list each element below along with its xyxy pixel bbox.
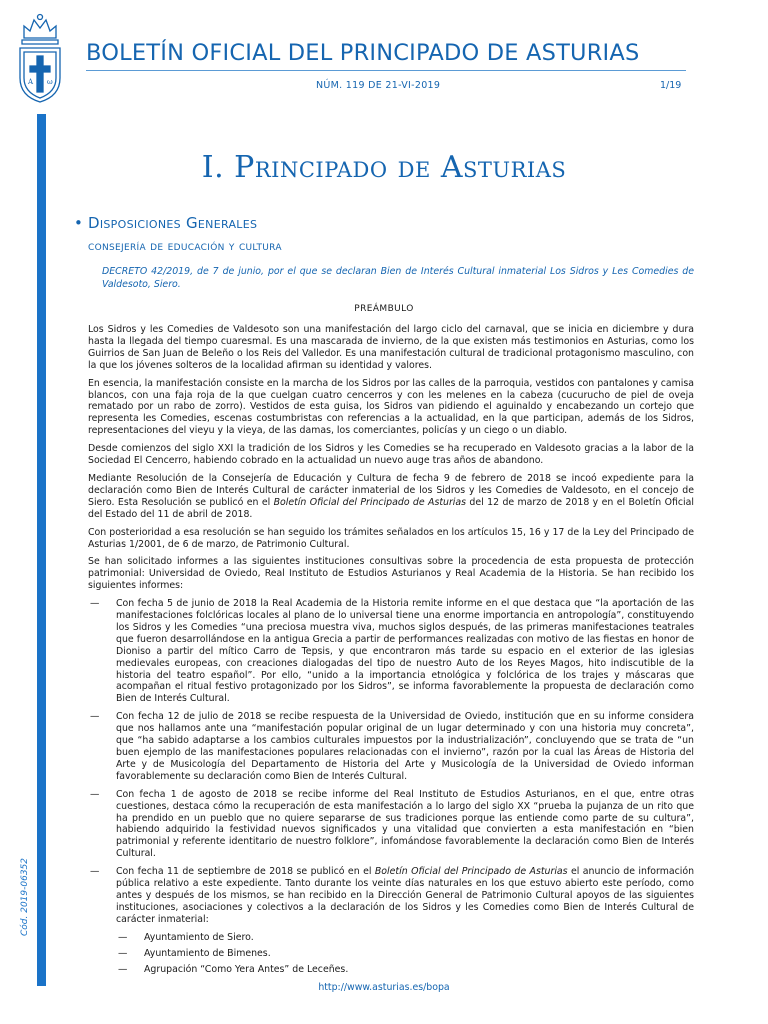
- document-code: Cód. 2019-06352: [20, 857, 30, 936]
- list-item: [88, 598, 694, 705]
- text-run: el anuncio de información pública relativo a este expediente. Tanto durante los veinte días naturales en los que estuvo abierto este período, como antes y después de los mismos, se han recibido en la Dirección General de Patrimonio Cultural apoyos de las siguientes instituciones, asociaciones y colectivos a la declaración de los Sidros y les Comedies como Bien de Interés Cultural de carácter inmaterial:: [116, 866, 695, 925]
- sub-list-item: [88, 932, 694, 944]
- dash-icon: —: [90, 788, 100, 800]
- paragraph: Desde comienzos del siglo XXI la tradición de los Sidros y les Comedies se ha recuperado en Valdesoto gracias a la labor de la Sociedad El Cencerro, habiendo cobrado en la actualidad un nuevo auge tras años de abandono.: [88, 443, 694, 467]
- italic-run: Boletín Oficial del Principado de Asturias: [273, 496, 467, 508]
- paragraph: Los Sidros y les Comedies de Valdesoto son una manifestación del largo ciclo del carnaval, que se inicia en diciembre y dura hasta la llegada del tiempo cuaresmal. Es una mascarada de invierno, de la que existen más testimonios en Asturias, como los Guirrios de San Juan de Beleño o los Reis del Valledor. Es una manifestación cultural de tradicional protagonismo masculino, con la que los jóvenes solteros de la localidad afirman su identidad y valores.: [88, 324, 694, 371]
- footer-link[interactable]: http://www.asturias.es/bopa: [318, 982, 450, 993]
- preamble-heading: PREÁMBULO: [354, 304, 414, 314]
- dash-icon: —: [118, 947, 128, 959]
- subsection-label: Disposiciones Generales: [88, 214, 258, 232]
- issue-number: NÚM. 119 DE 21-VI-2019: [316, 80, 441, 91]
- list-item: [88, 866, 694, 926]
- list-item-text: Con fecha 12 de julio de 2018 se recibe respuesta de la Universidad de Oviedo, institución que en su informe considera que nos hallamos ante una “manifestación popular original de un lugar determinado y con una historia muy concreta”, que “ha sabido adaptarse a los cambios culturales impuestos por la industrialización”, concluyendo que se trata de “un buen ejemplo de las manifestaciones populares relacionadas con el invierno”, razón por la cual las Áreas de Historia del Arte y de Musicología del Departamento de Historia del Arte y Musicología de la Universidad de Oviedo informan favorablemente su declaración como Bien de Interés Cultural.: [116, 711, 694, 782]
- document-body: [88, 324, 694, 979]
- side-bar: [37, 114, 46, 986]
- sub-list-item-text: Agrupación “Como Yera Antes” de Leceñes.: [144, 963, 349, 975]
- svg-text:A: A: [28, 78, 34, 86]
- text-run: Con fecha 11 de septiembre de 2018 se publicó en el: [116, 866, 375, 878]
- paragraph: Con posterioridad a esa resolución se han seguido los trámites señalados en los artículos 15, 16 y 17 de la Ley del Principado de Asturias 1/2001, de 6 de marzo, de Patrimonio Cultural.: [88, 526, 694, 550]
- bullet-icon: •: [74, 214, 84, 232]
- sub-list-item: [88, 948, 694, 960]
- sub-list-item: [88, 964, 694, 976]
- list-item-text: Con fecha 5 de junio de 2018 la Real Academia de la Historia remite informe en el que destaca que “la aportación de las manifestaciones folclóricas locales al plano de lo universal tiene una enorme importancia en antropología”, constituyendo los Sidros y les Comedies “una preciosa muestra viva, muchos siglos después, de las primeras manifestaciones teatrales que fueron desarrollándose en la antigua Grecia a partir de performances realizadas con motivo de las fiestas en honor de Dioniso a partir del mítico Carro de Tepsis, y que encontraron más tarde su espacio en el exterior de las iglesias medievales europeas, con creaciones dialogadas del tipo de nuestro Auto de los Reyes Magos, hito indiscutible de la historia del teatro español”. Por ello, “unido a la importancia etnológica y folclórica de los trajes y máscaras que acompañan el ritual festivo protagonizado por los Sidros”, se informa favorablemente la propuesta de declaración como Bien de Interés Cultural.: [116, 598, 694, 705]
- header-divider: [86, 70, 686, 71]
- paragraph: [88, 473, 694, 521]
- dash-icon: —: [90, 598, 100, 610]
- text-run: del 12 de marzo de 2018 y en el Boletín Oficial del Estado del 11 de abril de 2018.: [88, 496, 694, 520]
- paragraph: Se han solicitado informes a las siguientes instituciones consultivas sobre la procedencia de esta propuesta de protección patrimonial: Universidad de Oviedo, Real Instituto de Estudios Asturianos y Real Academia de la Historia. Se han recibido los siguientes informes:: [88, 556, 694, 592]
- dash-icon: —: [90, 866, 100, 878]
- decree-title: DECRETO 42/2019, de 7 de junio, por el que se declaran Bien de Interés Cultural inmaterial Los Sidros y Les Comedies de Valdesoto, Siero.: [102, 266, 694, 290]
- dash-icon: —: [90, 711, 100, 723]
- paragraph: En esencia, la manifestación consiste en la marcha de los Sidros por las calles de la parroquia, vestidos con pantalones y camisa blancos, con una faja roja de la que cuelgan cuatro cencerros y con les melenes en la cabeza (cucurucho de piel de oveja rematado por un rabo de zorro). Vestidos de esta guisa, los Sidros van pidiendo el aguinaldo y encabezando un cortejo que representa les Comedies, escenas costumbristas con referencias a la actualidad, en la que participan, además de los Sidros, representaciones del vieyu y la vieya, de las damas, los comerciantes, policías y un ciego o un diablo.: [88, 377, 694, 437]
- dash-icon: —: [118, 963, 128, 975]
- section-title: I. Principado de Asturias: [201, 150, 567, 185]
- sub-list-item-text: Ayuntamiento de Bimenes.: [144, 947, 271, 959]
- bulletin-title: BOLETÍN OFICIAL DEL PRINCIPADO DE ASTURIAS: [86, 40, 640, 66]
- list-item-text: Con fecha 1 de agosto de 2018 se recibe informe del Real Instituto de Estudios Asturianos, en el que, entre otras cuestiones, destaca cómo la recuperación de esta manifestación a lo largo del siglo XX “prueba la pujanza de un rito que ha prendido en un pueblo que no quiere separarse de sus tradiciones porque las entiende como parte de su cultura”, habiendo adquirido la festividad nuevos significados y una vitalidad que convierten a esta manifestación en “bien patrimonial y referente identitario de nuestro folklore”, infomándose favorablemente la declaración como Bien de Interés Cultural.: [116, 788, 694, 860]
- page-number: 1/19: [660, 80, 682, 91]
- subsection-title: [74, 214, 257, 232]
- list-item: [88, 789, 694, 860]
- italic-run: Boletín Oficial del Principado de Asturias: [374, 866, 568, 878]
- department-title: consejería de educación y cultura: [88, 238, 282, 253]
- dash-icon: —: [118, 931, 128, 943]
- sub-list-item-text: Ayuntamiento de Siero.: [144, 931, 254, 943]
- svg-text:ω: ω: [47, 78, 53, 86]
- text-run: Mediante Resolución de la Consejería de Educación y Cultura de fecha 9 de febrero de 2018 se incoó expediente para la declaración como Bien de Interés Cultural de carácter inmaterial de los Sidros y les Comedies de Valdesoto, en el concejo de Siero. Esta Resolución se publicó en el: [88, 472, 694, 508]
- list-item: [88, 711, 694, 782]
- asturias-coat-of-arms: [14, 12, 66, 104]
